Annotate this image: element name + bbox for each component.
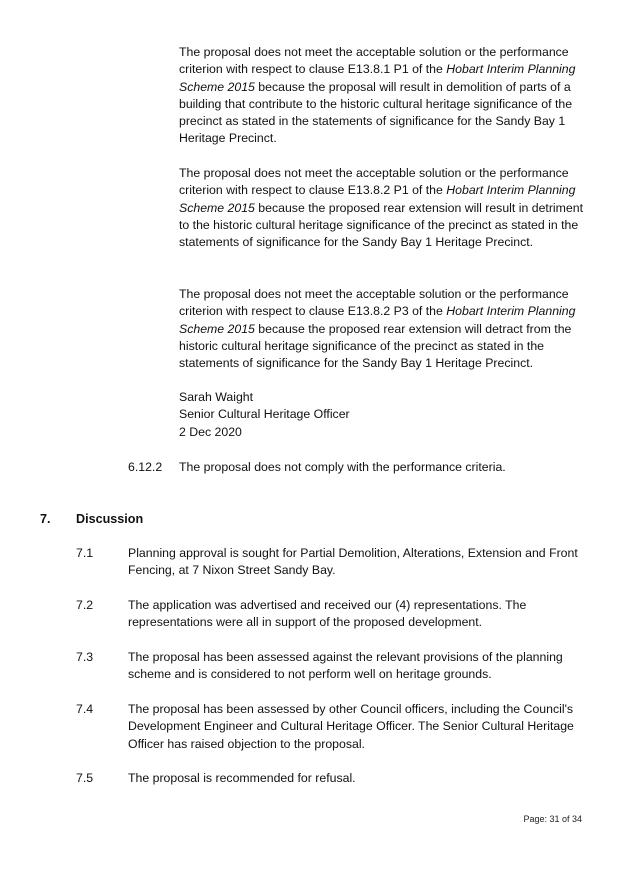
section-number: 7. — [40, 512, 51, 526]
signature-block — [179, 389, 584, 441]
signature-name: Sarah Waight — [179, 390, 254, 404]
heritage-paragraph-3 — [179, 286, 584, 372]
para1-text: The proposal does not meet the acceptable solution or the performance criterion with respect to clause E13.8.1 P1 of the — [179, 45, 569, 77]
para2-scheme-title: Hobart Interim Planning Scheme 2015 — [179, 183, 576, 215]
item-number-7-4: 7.4 — [76, 702, 94, 716]
heritage-paragraph-2 — [179, 165, 584, 251]
item-text-7-3: The proposal has been assessed against the relevant provisions of the planning scheme and is considered to not perform well on heritage grounds. — [128, 650, 563, 682]
para3-text-cont: because the proposed rear extension will detract from the historic cultural heritage significance of the precinct as stated in the statements of significance for the Sandy Bay 1 Heritage Precinct. — [179, 321, 572, 371]
item-text-7-1: Planning approval is sought for Partial Demolition, Alterations, Extension and Front Fencing, at 7 Nixon Street Sandy Bay. — [128, 546, 578, 578]
item-text-7-5: The proposal is recommended for refusal. — [128, 771, 356, 785]
para3-scheme-title: Hobart Interim Planning Scheme 2015 — [179, 304, 576, 336]
para2-text: The proposal does not meet the acceptable solution or the performance criterion with respect to clause E13.8.2 P1 of the — [179, 166, 569, 198]
page-number: Page: 31 of 34 — [523, 814, 582, 824]
section-title: Discussion — [76, 512, 144, 526]
item-number-7-2: 7.2 — [76, 598, 94, 612]
item-number-7-5: 7.5 — [76, 771, 94, 785]
item-number-6-12-2: 6.12.2 — [128, 460, 163, 474]
heritage-paragraph-1 — [179, 44, 584, 148]
signature-date: 2 Dec 2020 — [179, 424, 242, 439]
para1-text-cont: because the proposal will result in demolition of parts of a building that contribute to the historic cultural heritage significance of the precinct as stated in the statements of significance for the Sandy Bay 1 Heritage Precinct. — [179, 79, 573, 146]
item-text-6-12-2: The proposal does not comply with the performance criteria. — [179, 460, 506, 474]
para1-scheme-title: Hobart Interim Planning Scheme 2015 — [179, 62, 576, 94]
item-number-7-1: 7.1 — [76, 546, 94, 560]
item-text-7-4: The proposal has been assessed by other Council officers, including the Council's Development Engineer and Cultural Heritage Officer. The Senior Cultural Heritage Officer has raised objection to the proposal. — [128, 702, 574, 751]
item-text-7-2: The application was advertised and received our (4) representations. The representations were all in support of the proposed development. — [128, 598, 527, 630]
para3-text: The proposal does not meet the acceptable solution or the performance criterion with respect to clause E13.8.2 P3 of the — [179, 287, 569, 319]
item-number-7-3: 7.3 — [76, 650, 94, 664]
para2-text-cont: because the proposed rear extension will result in detriment to the historic cultural heritage significance of the precinct as stated in the statements of significance for the Sandy Bay 1 Heritage Precinct. — [179, 200, 583, 250]
signature-title: Senior Cultural Heritage Officer — [179, 407, 350, 422]
